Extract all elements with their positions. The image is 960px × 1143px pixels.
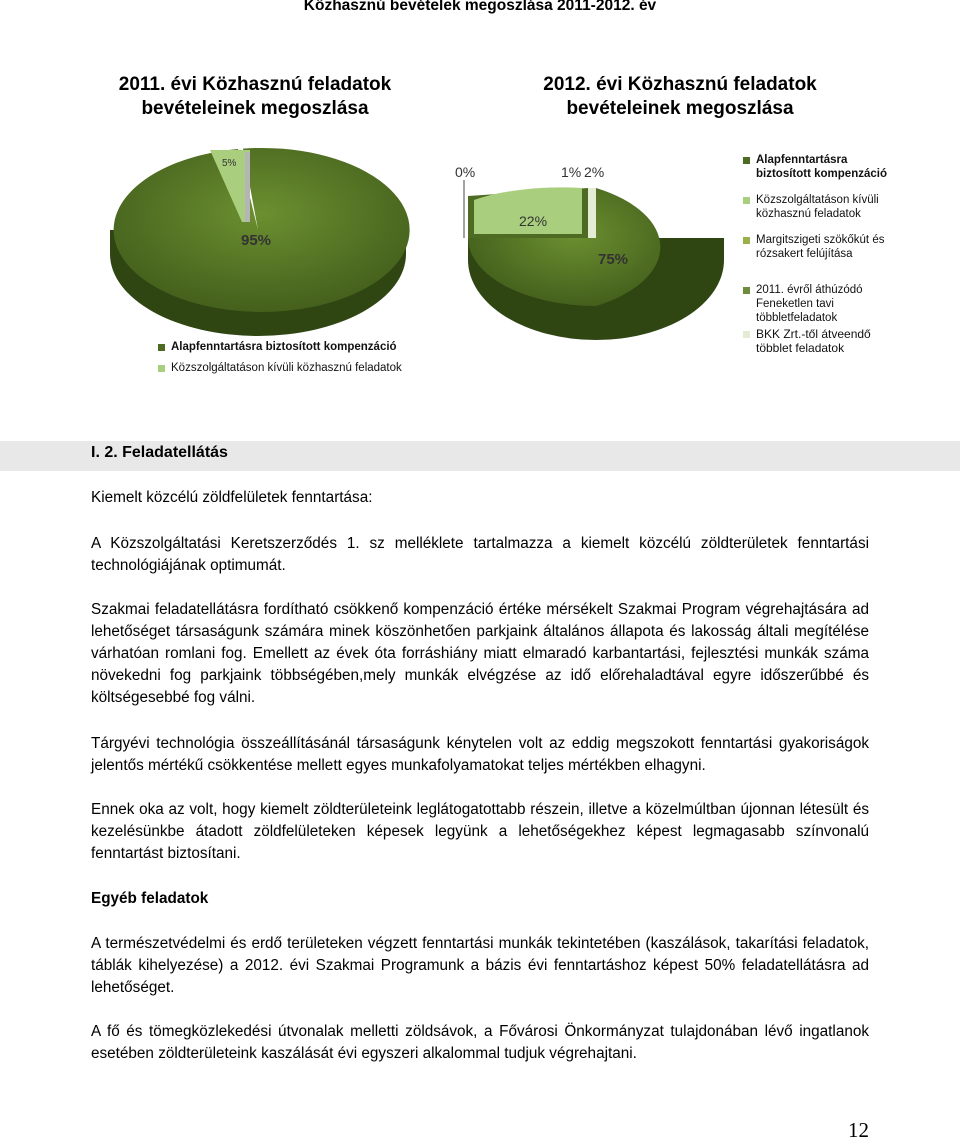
paragraph-2: Szakmai feladatellátásra fordítható csökkenő kompenzáció értéke mérsékelt Szakmai Program végrehajtására ad lehetőséget társaságunk számára minek köszönhetően parkjaink általános állapota és lakosság általi megítélése várhatóan romlani fog. Emellett az évek óta forráshiány miatt elmaradó karbantartási, fejlesztési munkák száma növekedni fog parkjaink többségében,mely munkák elvégzése az idő előrehaladtával egyre időszerűbbé és költségesebbé fog válni. <box>91 601 869 706</box>
legend-2012 <box>743 153 893 355</box>
legend-2012-item-1: Alapfenntartásra biztosított kompenzáció <box>743 153 893 181</box>
legend-2011-item-2: Közszolgáltatáson kívüli közhasznú feladatok <box>158 361 402 375</box>
paragraph-5: A természetvédelmi és erdő területeken végzett fenntartási munkák tekintetében (kaszálások, takarítási feladatok, táblák kihelyezése) a 2012. évi Szakmai Programunk a bázis évi fenntartáshoz képest 50% feladatellátásra ad lehetőséget. <box>91 935 869 996</box>
pct-2012-0: 0% <box>455 164 476 180</box>
pie-2011-slice-edge <box>245 152 250 222</box>
pct-2012-1: 1% <box>561 164 582 180</box>
paragraph-4: Ennek oka az volt, hogy kiemelt zöldterületeink leglátogatottabb részein, illetve a közelmúltban újonnan létesült és kezelésünkbe átadott zöldfelületeken képesek legyünk a lehetőségekhez képest legmagasabb színvonalú fenntartást biztosítani. <box>91 801 869 862</box>
legend-swatch <box>743 157 750 164</box>
pct-2012-75: 75% <box>598 251 629 268</box>
heading-egyeb-feladatok: Egyéb feladatok <box>91 890 209 907</box>
pct-2012-22: 22% <box>519 213 548 229</box>
section-subtitle: Kiemelt közcélú zöldfelületek fenntartása: <box>91 489 373 506</box>
page-number: 12 <box>848 1118 869 1142</box>
pie-2011-slice-main <box>114 148 410 312</box>
page-title: Közhasznú bevételek megoszlása 2011-2012. év <box>303 0 657 14</box>
pie-2012-slice-2 <box>588 188 596 238</box>
legend-swatch <box>158 365 165 372</box>
legend-swatch <box>743 237 750 244</box>
paragraph-3: Tárgyévi technológia összeállításánál társaságunk kénytelen volt az eddig megszokott fenntartási gyakoriságok jelentős mértékű csökkentése mellett egyes munkafolyamatokat teljes mértékben elhagyni. <box>91 735 869 774</box>
chart-2011-title: 2011. évi Közhasznú feladatok bevételeinek megoszlása <box>118 74 392 119</box>
legend-swatch <box>743 331 750 338</box>
pie-chart-2011 <box>100 140 440 370</box>
legend-swatch <box>743 197 750 204</box>
legend-2011-item-1: Alapfenntartásra biztosított kompenzáció <box>158 340 397 354</box>
pct-2011-small: 5% <box>222 158 237 169</box>
legend-2012-item-2: Közszolgáltatáson kívüli közhasznú feladatok <box>743 193 893 221</box>
chart-2012-title: 2012. évi Közhasznú feladatok bevételeinek megoszlása <box>543 74 817 119</box>
paragraph-6: A fő és tömegközlekedési útvonalak melletti zöldsávok, a Fővárosi Önkormányzat tulajdonában lévő ingatlanok esetében zöldterületeink kaszálását évi egyszeri alkalommal tudjuk végrehajtani. <box>91 1023 869 1062</box>
pct-2012-2: 2% <box>584 164 605 180</box>
legend-swatch <box>158 344 165 351</box>
legend-2012-item-5: BKK Zrt.-től átveendő többlet feladatok <box>743 327 893 355</box>
pct-2011-main: 95% <box>241 232 272 249</box>
legend-2012-item-4: 2011. évről áthúzódó Feneketlen tavi többletfeladatok <box>743 283 893 325</box>
legend-2012-item-3: Margitszigeti szökőkút és rózsakert felújítása <box>743 233 893 261</box>
paragraph-1: A Közszolgáltatási Keretszerződés 1. sz melléklete tartalmazza a kiemelt közcélú zöldterületek fenntartási technológiájának optimumát. <box>91 535 869 574</box>
legend-swatch <box>743 287 750 294</box>
section-title: I. 2. Feladatellátás <box>91 444 228 461</box>
